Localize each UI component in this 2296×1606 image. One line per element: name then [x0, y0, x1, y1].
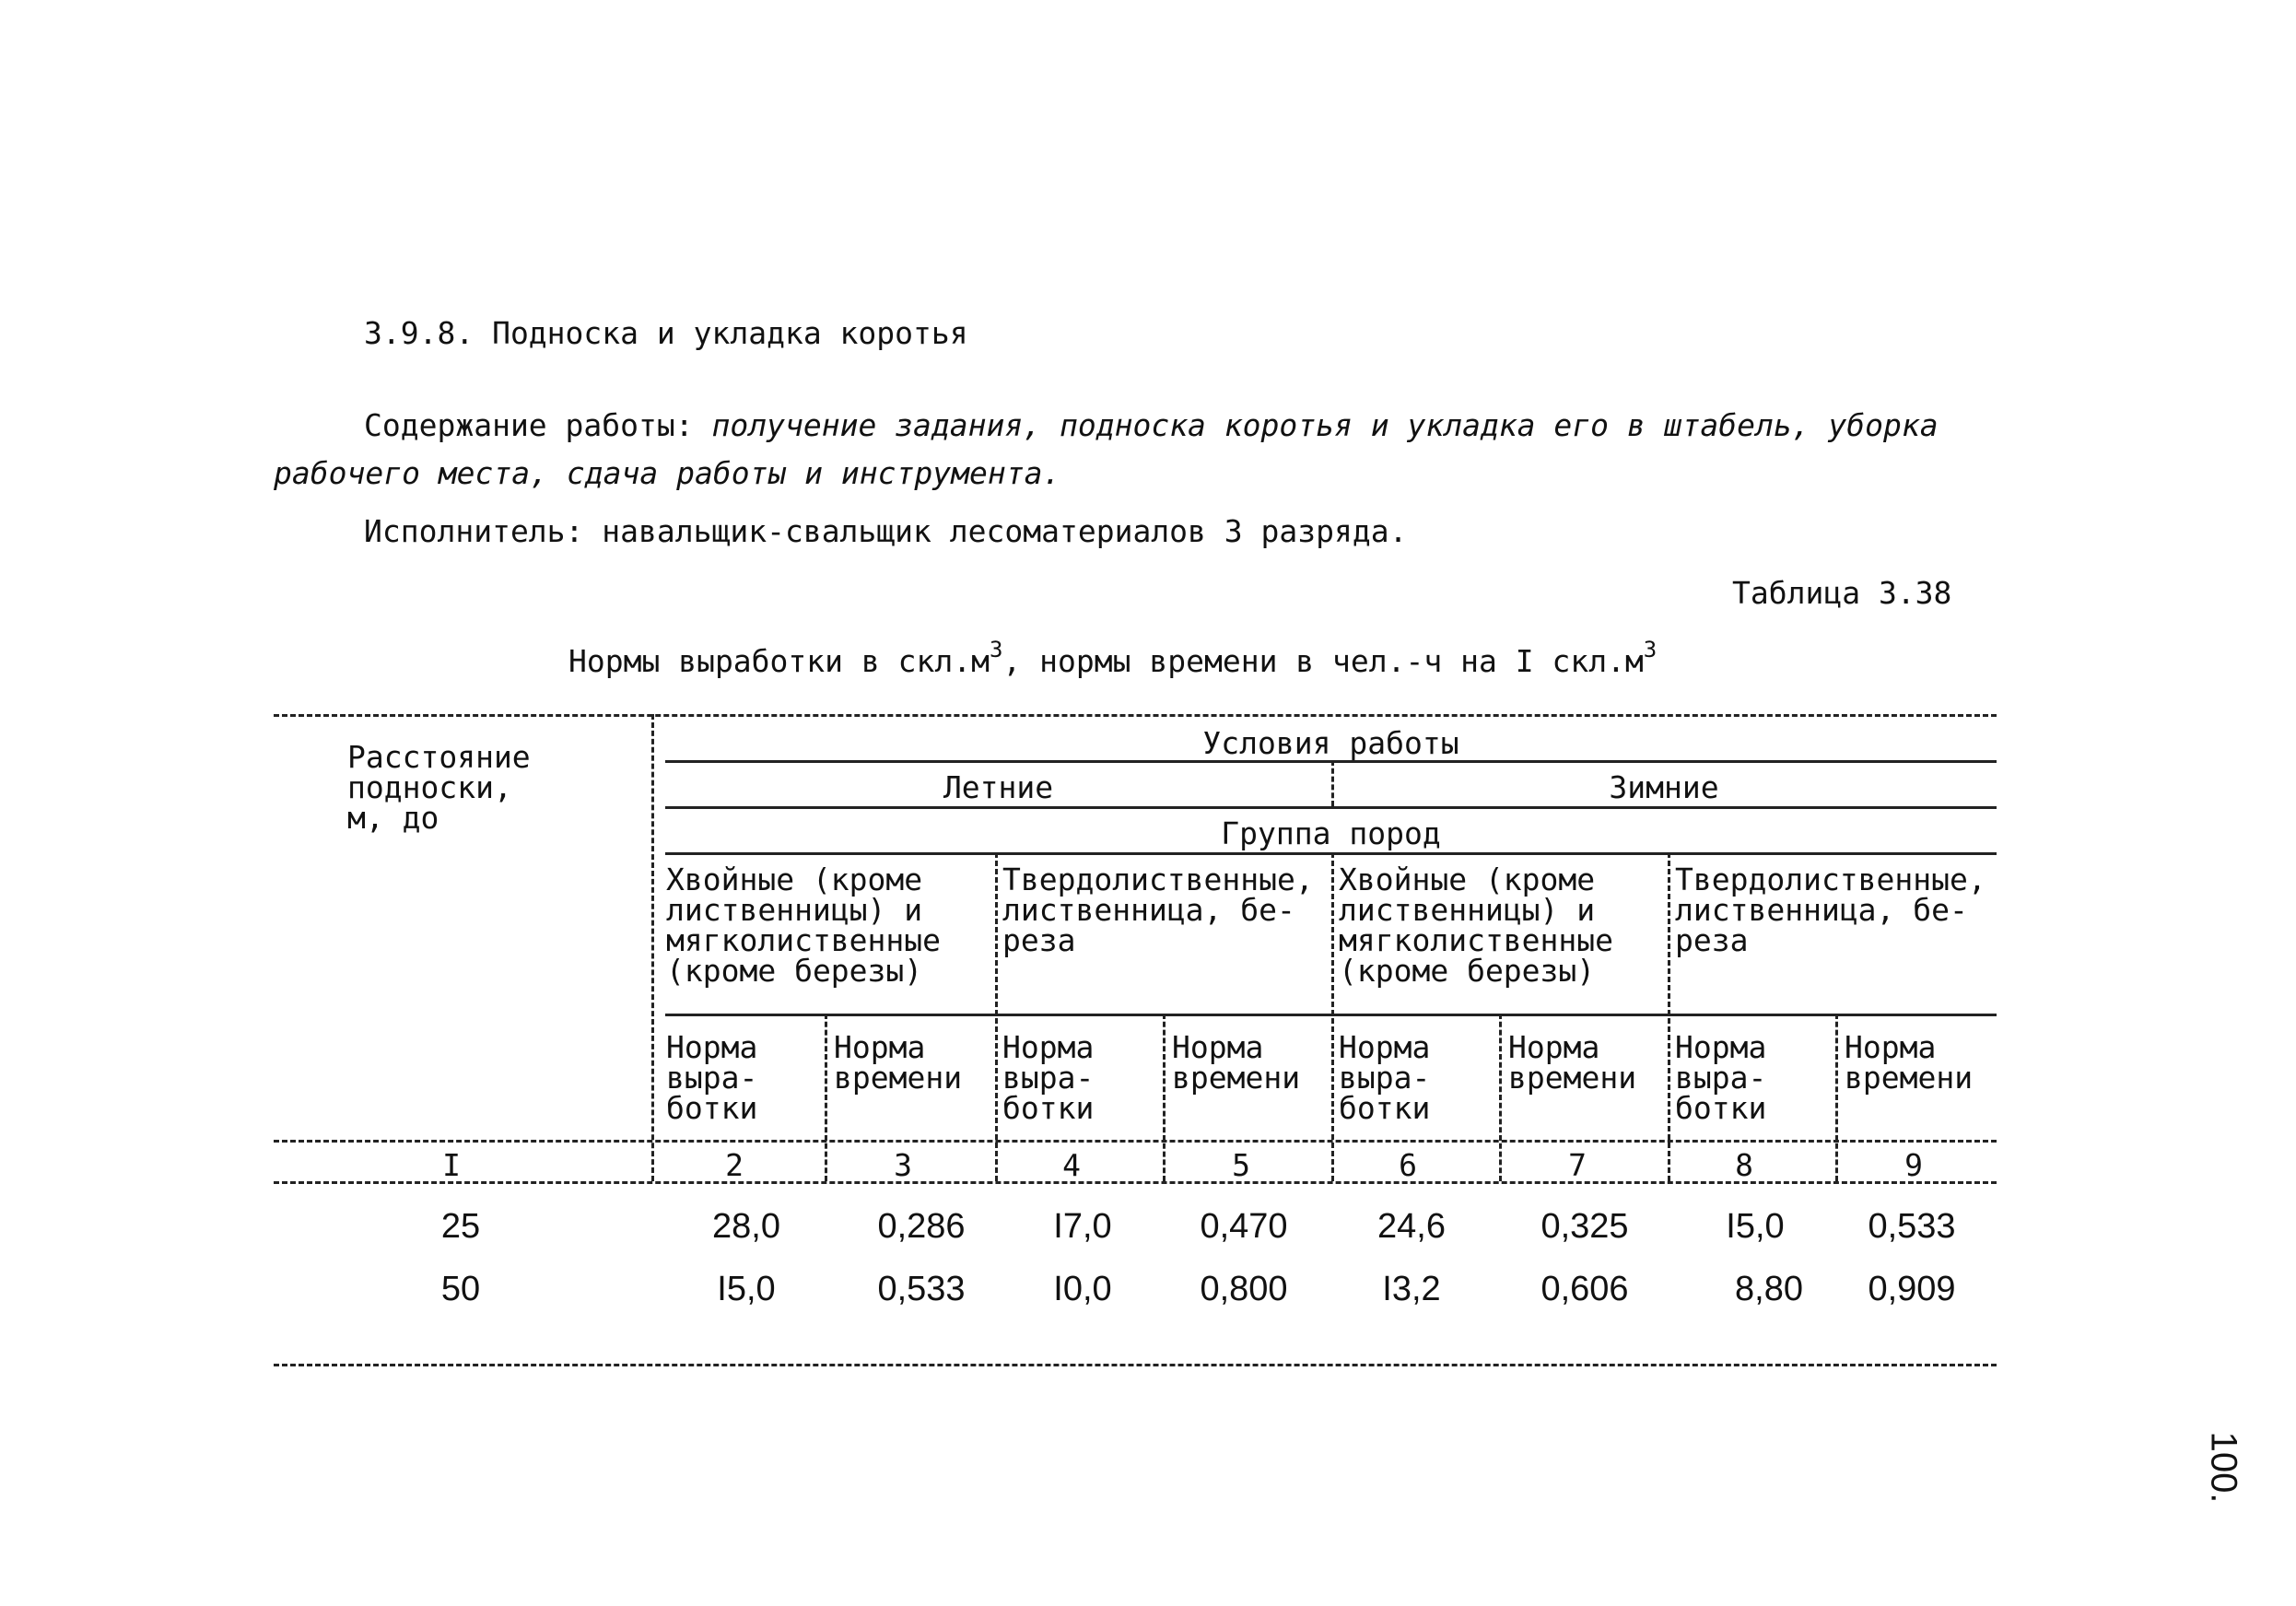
caption-sup-1: 3: [989, 637, 1003, 662]
header-winter: Зимние: [1609, 769, 1719, 805]
header-conifers-winter: Хвойные (кроме лиственницы) и мягколиственные (кроме березы): [1339, 862, 1614, 989]
vline-after-distance: [651, 714, 654, 1181]
caption-part-2: , нормы времени в чел.-ч на I скл.м: [1002, 643, 1644, 679]
header-norm-output-4: Норма выра- ботки: [1002, 1029, 1095, 1126]
row2-col2: I5,0: [717, 1270, 776, 1308]
table-caption: [568, 637, 1658, 679]
row2-col5: 0,800: [1200, 1270, 1288, 1308]
row2-col7: 0,606: [1540, 1270, 1629, 1308]
row1-col3: 0,286: [877, 1207, 966, 1246]
header-norm-time-7: Норма времени: [1508, 1029, 1637, 1096]
colnum-6: 6: [1399, 1147, 1417, 1183]
content-label: Содержание работы:: [364, 407, 694, 443]
rule-above-colnums: [274, 1140, 1997, 1143]
section-title: 3.9.8. Подноска и укладка коротья: [364, 315, 968, 351]
content-text-1: получение задания, подноска коротья и укладка его в штабель, уборка: [711, 407, 1939, 443]
row1-col6: 24,6: [1377, 1207, 1446, 1246]
header-distance: Расстояние подноски, м, до: [347, 739, 531, 836]
row1-col4: I7,0: [1053, 1207, 1112, 1246]
content-text-2: рабочего места, сдача работы и инструмента.: [274, 455, 1061, 491]
colnum-4: 4: [1062, 1147, 1081, 1183]
colnum-7: 7: [1568, 1147, 1587, 1183]
row1-col9: 0,533: [1868, 1207, 1956, 1246]
header-norm-output-6: Норма выра- ботки: [1339, 1029, 1431, 1126]
header-conditions: Условия работы: [1202, 725, 1459, 761]
table-top-rule: [274, 714, 1997, 717]
row2-col6: I3,2: [1382, 1270, 1441, 1308]
caption-sup-2: 3: [1643, 637, 1658, 662]
row2-col8: 8,80: [1735, 1270, 1803, 1308]
row1-col5: 0,470: [1200, 1207, 1288, 1246]
header-conifers-summer: Хвойные (кроме лиственницы) и мягколиственные (кроме березы): [666, 862, 942, 989]
vline-col-6: [1331, 852, 1334, 1181]
colnum-2: 2: [725, 1147, 744, 1183]
header-summer: Летние: [943, 769, 1054, 805]
header-group: Группа пород: [1221, 815, 1441, 851]
header-hardwood-winter: Твердолиственные, лиственница, бе- реза: [1675, 862, 1986, 958]
row1-distance: 25: [440, 1207, 481, 1246]
vline-col-8: [1668, 852, 1670, 1181]
row1-col7: 0,325: [1540, 1207, 1629, 1246]
content-line-1: [364, 407, 1939, 443]
header-norm-output-8: Норма выра- ботки: [1675, 1029, 1767, 1126]
header-norm-time-5: Норма времени: [1172, 1029, 1301, 1096]
rule-under-seasons: [665, 806, 1997, 809]
table-bottom-rule: [274, 1364, 1997, 1366]
header-hardwood-summer: Твердолиственные, лиственница, бе- реза: [1002, 862, 1314, 958]
colnum-8: 8: [1735, 1147, 1753, 1183]
header-norm-output-2: Норма выра- ботки: [666, 1029, 758, 1126]
colnum-1: I: [442, 1147, 461, 1183]
header-norm-time-3: Норма времени: [834, 1029, 963, 1096]
colnum-9: 9: [1904, 1147, 1923, 1183]
header-norm-time-9: Норма времени: [1845, 1029, 1974, 1096]
page-number: 100.: [2203, 1431, 2244, 1504]
table-number: Таблица 3.38: [1732, 575, 1952, 611]
colnum-3: 3: [894, 1147, 912, 1183]
colnum-5: 5: [1232, 1147, 1250, 1183]
performer: Исполнитель: навальщик-свальщик лесоматериалов 3 разряда.: [364, 513, 1408, 549]
caption-part-1: Нормы выработки в скл.м: [568, 643, 990, 679]
row1-col2: 28,0: [712, 1207, 780, 1246]
row2-col9: 0,909: [1868, 1270, 1956, 1308]
row2-col4: I0,0: [1053, 1270, 1112, 1308]
row2-col3: 0,533: [877, 1270, 966, 1308]
row2-distance: 50: [440, 1270, 481, 1308]
row1-col8: I5,0: [1726, 1207, 1785, 1246]
vline-col-4: [995, 852, 998, 1181]
